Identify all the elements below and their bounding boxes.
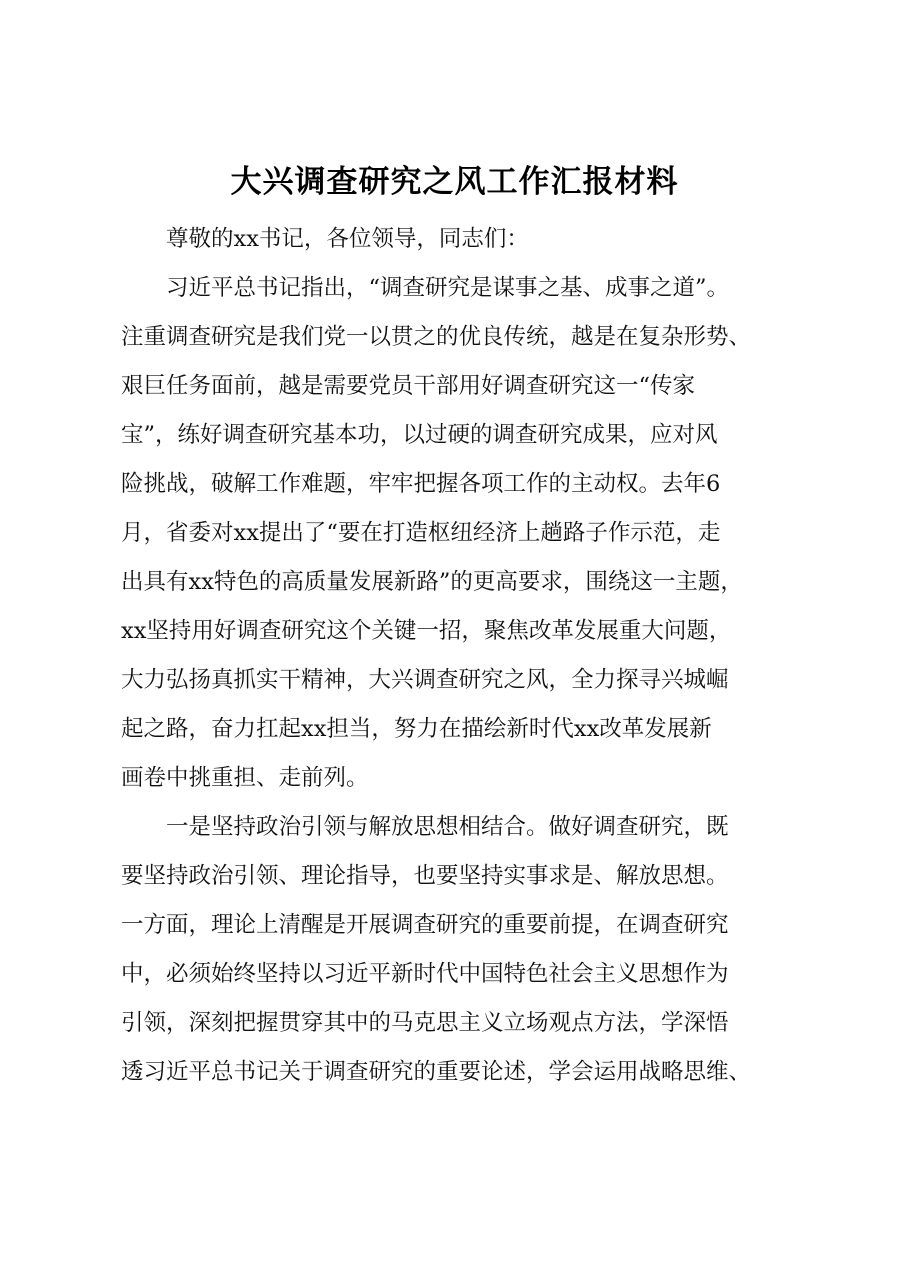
body-line-14: 要坚持政治引领、理论指导，也要坚持实事求是、解放思想。 (121, 863, 729, 889)
body-line-8: 出具有xx特色的高质量发展新路”的更高要求，围绕这一主题， (121, 569, 743, 595)
body-line-11: 起之路，奋力扛起xx担当，努力在描绘新时代xx改革发展新 (121, 716, 712, 742)
body-line-13: 一是坚持政治引领与解放思想相结合。做好调查研究，既 (121, 814, 729, 840)
body-line-17: 引领，深刻把握贯穿其中的马克思主义立场观点方法，学深悟 (121, 1010, 729, 1036)
body-line-9: xx坚持用好调查研究这个关键一招，聚焦改革发展重大问题， (121, 618, 732, 644)
body-line-2: 习近平总书记指出，“调查研究是谋事之基、成事之道”。 (121, 275, 730, 301)
body-line-10: 大力弘扬真抓实干精神，大兴调查研究之风，全力探寻兴城崛 (121, 667, 729, 693)
body-line-3: 注重调查研究是我们党一以贯之的优良传统，越是在复杂形势、 (121, 324, 752, 350)
body-line-7: 月，省委对xx提出了“要在打造枢纽经济上趟路子作示范，走 (121, 520, 721, 546)
body-line-1: 尊敬的xx书记，各位领导，同志们： (121, 226, 529, 252)
body-line-6: 险挑战，破解工作难题，牢牢把握各项工作的主动权。去年6 (121, 471, 721, 497)
body-line-18: 透习近平总书记关于调查研究的重要论述，学会运用战略思维、 (121, 1059, 752, 1085)
body-line-12: 画卷中挑重担、走前列。 (121, 765, 369, 791)
document-title: 大兴调查研究之风工作汇报材料 (230, 164, 679, 200)
body-line-4: 艰巨任务面前，越是需要党员干部用好调查研究这一“传家 (121, 373, 696, 399)
body-line-16: 中，必须始终坚持以习近平新时代中国特色社会主义思想作为 (121, 961, 729, 987)
body-line-5: 宝”，练好调查研究基本功，以过硬的调查研究成果，应对风 (121, 422, 718, 448)
body-line-15: 一方面，理论上清醒是开展调查研究的重要前提，在调查研究 (121, 912, 729, 938)
